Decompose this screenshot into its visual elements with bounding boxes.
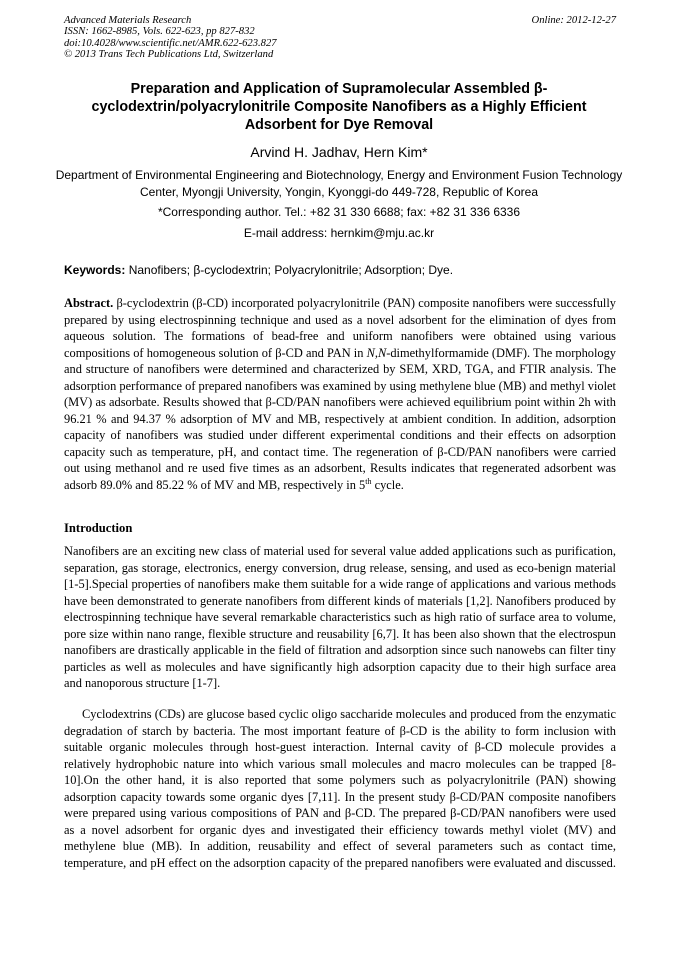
journal-name: Advanced Materials Research xyxy=(64,15,192,26)
paper-title: Preparation and Application of Supramolecular Assembled β-cyclodextrin/polyacrylonitrile Composite Nanofibers as a Highly Efficient Adsorbent for Dye Removal xyxy=(91,81,587,133)
email-address: E-mail address: hernkim@mju.ac.kr xyxy=(243,226,435,240)
abstract xyxy=(64,295,616,493)
abstract-superscript: th xyxy=(365,476,372,486)
abstract-italic: N,N- xyxy=(366,345,391,360)
keywords-text: Nanofibers; β-cyclodextrin; Polyacrylonitrile; Adsorption; Dye. xyxy=(125,263,454,277)
online-date: Online: 2012-12-27 xyxy=(531,15,616,26)
abstract-text-3: cycle. xyxy=(371,477,404,492)
abstract-text-1: β-cyclodextrin (β-CD) incorporated polyacrylonitrile (PAN) composite nanofibers were successfully prepared by using electrospinning technique and used as a novel adsorbent for the elimination of dyes from aqueous solution. The formations of bead-free and uniform nanofibers were obtained using various compositions of homogeneous solution of β-CD and PAN in xyxy=(64,296,616,360)
issn-line: ISSN: 1662-8985, Vols. 622-623, pp 827-832 xyxy=(64,26,255,38)
introduction-heading: Introduction xyxy=(64,521,133,535)
abstract-text-2: dimethylformamide (DMF). The morphology and structure of nanofibers were determined and characterized by SEM, XRD, TGA, and FTIR analysis. The adsorption performance of prepared nanofibers was examined by using methylene blue (MB) and methyl violet (MV) as adsorbate. Results showed that β-CD/PAN nanofibers were achieved equilibrium point within 2h with 96.21 % and 94.37 % adsorption of MV and MB, respectively at ambient condition. In addition, adsorption capacity of nanofibers was studied under different experimental conditions and their effects on adsorption capacity such as temperature, pH, and contact time. The regeneration of β-CD/PAN nanofibers were carried out using methanol and re used five times as an adsorbent, Results indicates that regenerated adsorbent was adsorb 89.0% and 85.22 % of MV and MB, respectively in 5 xyxy=(64,345,616,492)
authors: Arvind H. Jadhav, Hern Kim* xyxy=(250,144,428,160)
keywords xyxy=(64,262,616,278)
journal-header xyxy=(64,15,277,61)
introduction-paragraph-1: Nanofibers are an exciting new class of material used for several value added applications such as purification, separation, gas storage, electronics, energy conversion, drug release, sensing, and used as eco-benign material [1-5].Special properties of nanofibers make them suitable for a wide range of applications and various methods have been demonstrated to generate nanofibers from different kinds of materials [1,2]. Nanofibers produced by electrospinning technique have several remarkable characteristics such as high ratio of surface area to volume, pore size within nano range, flexible structure and reusability [6,7]. It has been also shown that the electrospun nanofibers are drastically applicable in the field of filtration and adsorption since such nanowebs can filter tiny particles as well as molecules and have significantly high adsorption capacity due to their high surface area and nanoporous structure [1-7]. xyxy=(64,544,616,690)
doi-line: doi:10.4028/www.scientific.net/AMR.622-623.827 xyxy=(64,37,277,49)
affiliation: Department of Environmental Engineering and Biotechnology, Energy and Environment Fusion Technology Center, Myongji University, Yongin, Kyonggi-do 449-728, Republic of Korea xyxy=(55,168,623,199)
abstract-label: Abstract. xyxy=(64,296,114,310)
introduction-paragraph-2: Cyclodextrins (CDs) are glucose based cyclic oligo saccharide molecules and produced from the enzymatic degradation of starch by bacteria. The most important feature of β-CD is the ability to form inclusion with suitable organic molecules through host-guest interaction. Internal cavity of β-CD molecule provides a relatively hydrophobic nature into which various small molecules and macro molecules can be trapped [8-10].On the other hand, it is also reported that some polymers such as polyacrylonitrile (PAN) showing adsorption capacity towards some organic dyes [7,11]. In the present study β-CD/PAN composite nanofibers were prepared using various compositions of PAN and β-CD. The prepared β-CD/PAN nanofibers were used as a novel adsorbent for organic dyes and investigated their efficiency towards methyl violet (MV) and methylene blue (MB). In addition, reusability and effect of several parameters such as contact time, temperature, and pH effect on the adsorption capacity of the prepared nanofibers were evaluated and discussed. xyxy=(64,707,616,870)
keywords-label: Keywords: xyxy=(64,263,126,277)
copyright-line: © 2013 Trans Tech Publications Ltd, Switzerland xyxy=(64,49,274,61)
corresponding-author: *Corresponding author. Tel.: +82 31 330 6688; fax: +82 31 336 6336 xyxy=(157,205,521,219)
